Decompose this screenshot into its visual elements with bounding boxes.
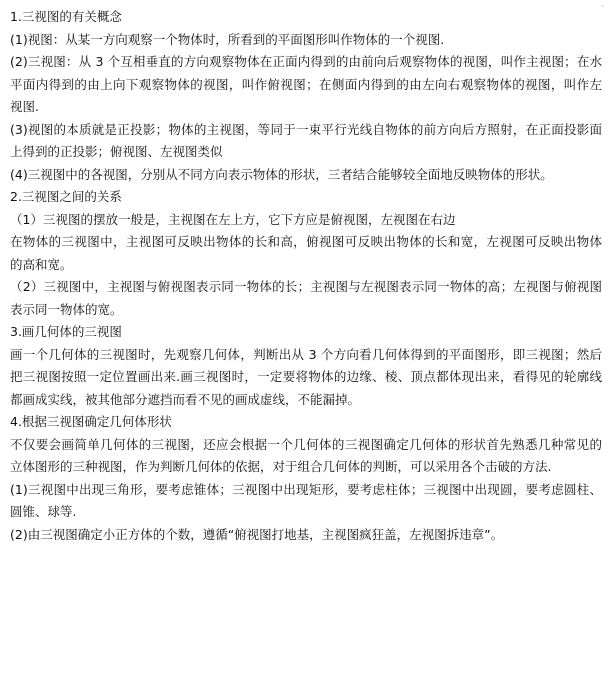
paragraph-line: 都画成实线，被其他部分遮挡而看不见的画成虚线，不能漏掉。 bbox=[10, 391, 361, 407]
paragraph-line: （2）三视图中，主视图与俯视图表示同一物体的长；主视图与左视图表示同一物体的高；左视图与俯视图 bbox=[10, 279, 602, 294]
paragraph-line: 平面内得到的由上向下观察物体的视图，叫作俯视图；在侧面内得到的由左向右观察物体的视图，叫作左 bbox=[10, 76, 602, 92]
heading-determine-shape: 4.根据三视图确定几何体形状 bbox=[10, 414, 172, 429]
heading-drawing: 3.画几何体的三视图 bbox=[10, 324, 122, 339]
paragraph-line: 在物体的三视图中，主视图可反映出物体的长和高，俯视图可反映出物体的长和宽，左视图可反映出物体 bbox=[10, 234, 602, 249]
paragraph-line: (1)三视图中出现三角形，要考虑锥体；三视图中出现矩形，要考虑柱体；三视图中出现圆，要考虑圆柱、 bbox=[10, 481, 602, 497]
paragraph-line: (3)视图的本质就是正投影；物体的主视图，等同于一束平行光线自物体的前方向后方照射，在正面投影面 bbox=[10, 121, 602, 137]
heading-concepts: 1.三视图的有关概念 bbox=[10, 9, 122, 24]
paragraph-line: 表示同一物体的宽。 bbox=[10, 301, 123, 317]
paragraph-line: (2)三视图：从 3 个互相垂直的方向观察物体在正面内得到的由前向后观察物体的视图，叫作主视图；在水 bbox=[10, 54, 602, 69]
paragraph-line: (2)由三视图确定小正方体的个数，遵循“俯视图打地基，主视图疯狂盖，左视图拆违章”。 bbox=[10, 526, 504, 542]
paragraph-line: 的高和宽。 bbox=[10, 256, 73, 272]
paragraph-line: 画一个几何体的三视图时，先观察几何体，判断出从 3 个方向看几何体得到的平面图形，即三视图；然后 bbox=[10, 346, 602, 362]
paragraph-line: （1）三视图的摆放一般是，主视图在左上方，它下方应是俯视图，左视图在右边 bbox=[10, 211, 456, 227]
document-body bbox=[10, 6, 602, 546]
paragraph-line: 圆锥、球等. bbox=[10, 504, 77, 519]
paragraph-line: (4)三视图中的各视图，分别从不同方向表示物体的形状，三者结合能够较全面地反映物体的形状。 bbox=[10, 166, 553, 182]
heading-relations: 2.三视图之间的关系 bbox=[10, 189, 122, 204]
paragraph-line: 立体图形的三种视图，作为判断几何体的依据，对于组合几何体的判断，可以采用各个击破的方法. bbox=[10, 459, 552, 474]
corner-mark: · bbox=[601, 2, 604, 11]
paragraph-line: 不仅要会画简单几何体的三视图，还应会根据一个几何体的三视图确定几何体的形状首先熟悉几种常见的 bbox=[10, 436, 602, 452]
paragraph-line: (1)视图：从某一方向观察一个物体时，所看到的平面图形叫作物体的一个视图. bbox=[10, 31, 445, 47]
paragraph-line: 上得到的正投影；俯视图、左视图类似 bbox=[10, 144, 223, 159]
paragraph-line: 把三视图按照一定位置画出来.画三视图时，一定要将物体的边缘、棱、顶点都体现出来，看得见的轮廓线 bbox=[10, 369, 602, 384]
paragraph-line: 视图. bbox=[10, 99, 39, 114]
